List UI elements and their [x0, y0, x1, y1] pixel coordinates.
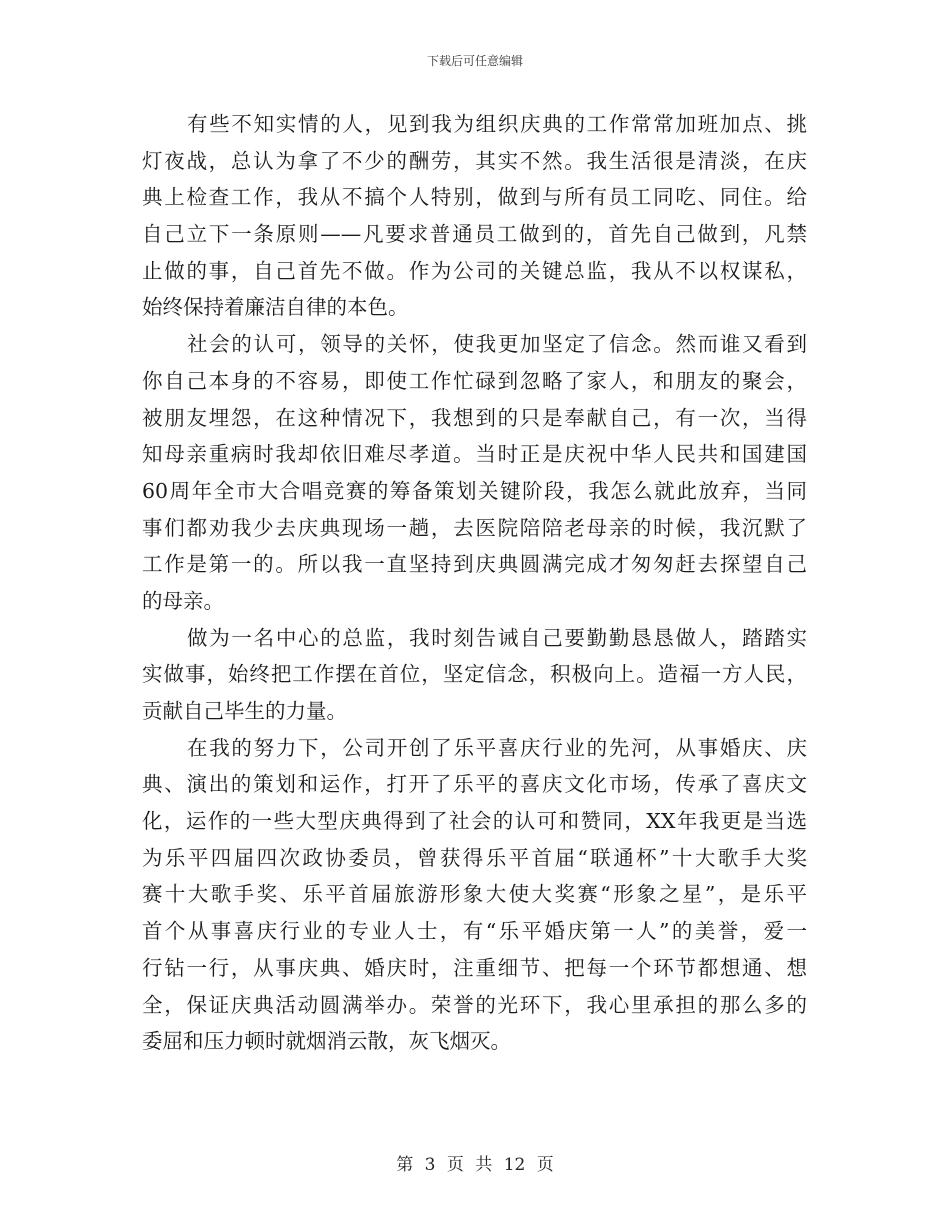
text-line: 典、演出的策划和运作，打开了乐平的喜庆文化市场，传承了喜庆文	[142, 772, 807, 797]
text-line: 典上检查工作，我从不搞个人特别，做到与所有员工同吃、同住。给	[142, 185, 807, 210]
text-line: 社会的认可，领导的关怀，使我更加坚定了信念。然而谁又看到	[187, 332, 807, 357]
text-line: 委屈和压力顿时就烟消云散，灰飞烟灭。	[142, 1029, 511, 1054]
paragraph-4	[142, 730, 807, 1060]
text-line: 自己立下一条原则——凡要求普通员工做到的，首先自己做到，凡禁	[142, 222, 807, 247]
text-line: 灯夜战，总认为拿了不少的酬劳，其实不然。我生活很是清淡，在庆	[142, 148, 807, 173]
text-line: 全，保证庆典活动圆满举办。荣誉的光环下，我心里承担的那么多的	[142, 992, 807, 1017]
text-line: 首个从事喜庆行业的专业人士，有“乐平婚庆第一人”的美誉，爱一	[142, 919, 807, 944]
text-line: 有些不知实情的人，见到我为组织庆典的工作常常加班加点、挑	[187, 112, 807, 136]
text-line: 你自己本身的不容易，即使工作忙碌到忽略了家人，和朋友的聚会，	[142, 368, 807, 393]
text-line: 始终保持着廉洁自律的本色。	[142, 295, 409, 320]
text-line: 为乐平四届四次政协委员，曾获得乐平首届“联通杯”十大歌手大奖	[142, 845, 807, 870]
text-line: 被朋友埋怨，在这种情况下，我想到的只是奉献自己，有一次，当得	[142, 405, 807, 430]
text-line: 止做的事，自己首先不做。作为公司的关键总监，我从不以权谋私，	[142, 258, 807, 283]
paragraph-1	[142, 106, 807, 326]
text-line: 的母亲。	[142, 588, 224, 613]
text-line: 行钻一行，从事庆典、婚庆时，注重细节、把每一个环节都想通、想	[142, 955, 807, 980]
document-body	[142, 106, 807, 1060]
text-line: 化，运作的一些大型庆典得到了社会的认可和赞同，XX年我更是当选	[142, 809, 807, 834]
text-line: 事们都劝我少去庆典现场一趟，去医院陪陪老母亲的时候，我沉默了	[142, 515, 807, 540]
text-line: 赛十大歌手奖、乐平首届旅游形象大使大奖赛“形象之星”，是乐平	[142, 882, 807, 907]
text-line: 工作是第一的。所以我一直坚持到庆典圆满完成才匆匆赶去探望自己	[142, 552, 807, 577]
text-line: 60周年全市大合唱竞赛的筹备策划关键阶段，我怎么就此放弃，当同	[142, 478, 807, 503]
paragraph-2	[142, 326, 807, 620]
text-line: 贡献自己毕生的力量。	[142, 699, 347, 723]
text-line: 知母亲重病时我却依旧难尽孝道。当时正是庆祝中华人民共和国建国	[142, 442, 807, 467]
text-line: 在我的努力下，公司开创了乐平喜庆行业的先河，从事婚庆、庆	[187, 735, 807, 760]
text-line: 做为一名中心的总监，我时刻告诫自己要勤勤恳恳做人，踏踏实	[187, 625, 807, 650]
page-header-note: 下载后可任意编辑	[426, 54, 523, 68]
text-line: 实做事，始终把工作摆在首位，坚定信念，积极向上。造福一方人民，	[142, 662, 807, 687]
page-number-footer: 第 3 页 共 12 页	[396, 1155, 554, 1175]
paragraph-3	[142, 620, 807, 730]
